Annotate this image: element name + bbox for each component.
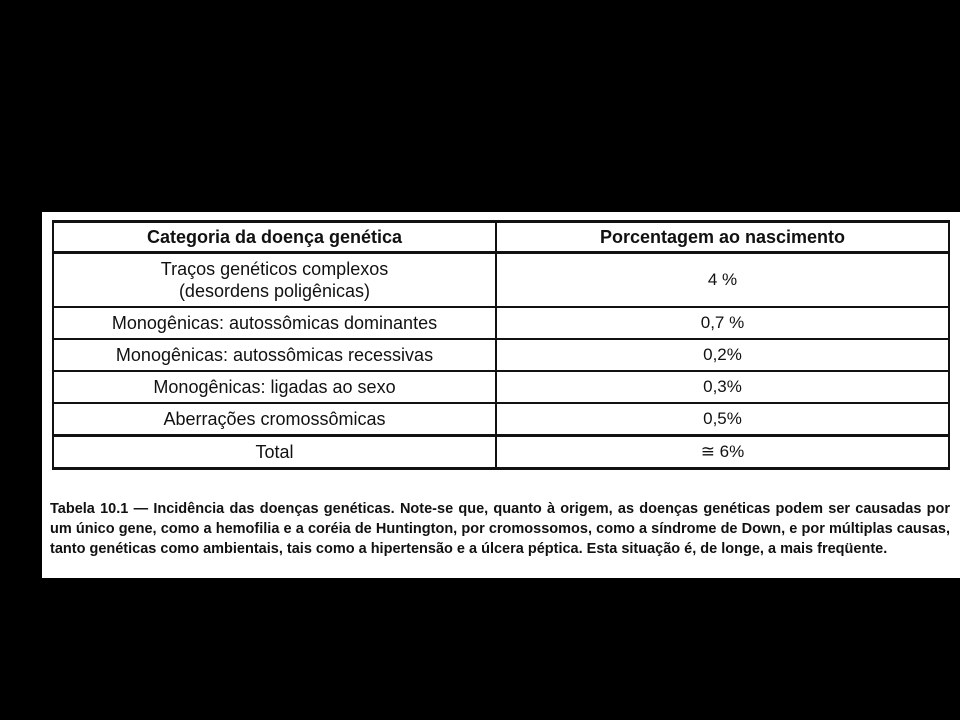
caption-label: Tabela 10.1 — (50, 500, 149, 517)
genetic-disease-table (52, 220, 950, 470)
category-cell (53, 253, 496, 308)
category-cell: Monogênicas: autossômicas recessivas (53, 339, 496, 371)
table-row (53, 307, 949, 339)
percentage-cell: 0,7 % (496, 307, 949, 339)
percentage-cell: 0,5% (496, 403, 949, 436)
table-row (53, 253, 949, 308)
header-percentage: Porcentagem ao nascimento (496, 222, 949, 253)
header-category: Categoria da doença genética (53, 222, 496, 253)
caption-text: Incidência das doenças genéticas. Note-se que, quanto à origem, as doenças genéticas podem ser causadas por um único gene, como a hemofilia e a coréia de Huntington, por cromossomos, como a síndrome de Down, e por múltiplas causas, tanto genéticas como ambientais, tais como a hipertensão e a úlcera péptica. Esta situação é, de longe, a mais freqüente. (50, 500, 950, 557)
table-row (53, 371, 949, 403)
table-total-row (53, 436, 949, 469)
table-caption (50, 499, 950, 559)
total-percentage-cell: ≅ 6% (496, 436, 949, 469)
percentage-cell: 0,2% (496, 339, 949, 371)
scanned-document (42, 212, 960, 578)
category-cell: Aberrações cromossômicas (53, 403, 496, 436)
percentage-cell: 4 % (496, 253, 949, 308)
table-row (53, 403, 949, 436)
table-header-row (53, 222, 949, 253)
table-row (53, 339, 949, 371)
category-line: Traços genéticos complexos (160, 259, 389, 279)
category-cell: Monogênicas: ligadas ao sexo (53, 371, 496, 403)
category-cell: Monogênicas: autossômicas dominantes (53, 307, 496, 339)
percentage-cell: 0,3% (496, 371, 949, 403)
category-line: (desordens poligênicas) (178, 281, 371, 301)
total-label-cell: Total (53, 436, 496, 469)
